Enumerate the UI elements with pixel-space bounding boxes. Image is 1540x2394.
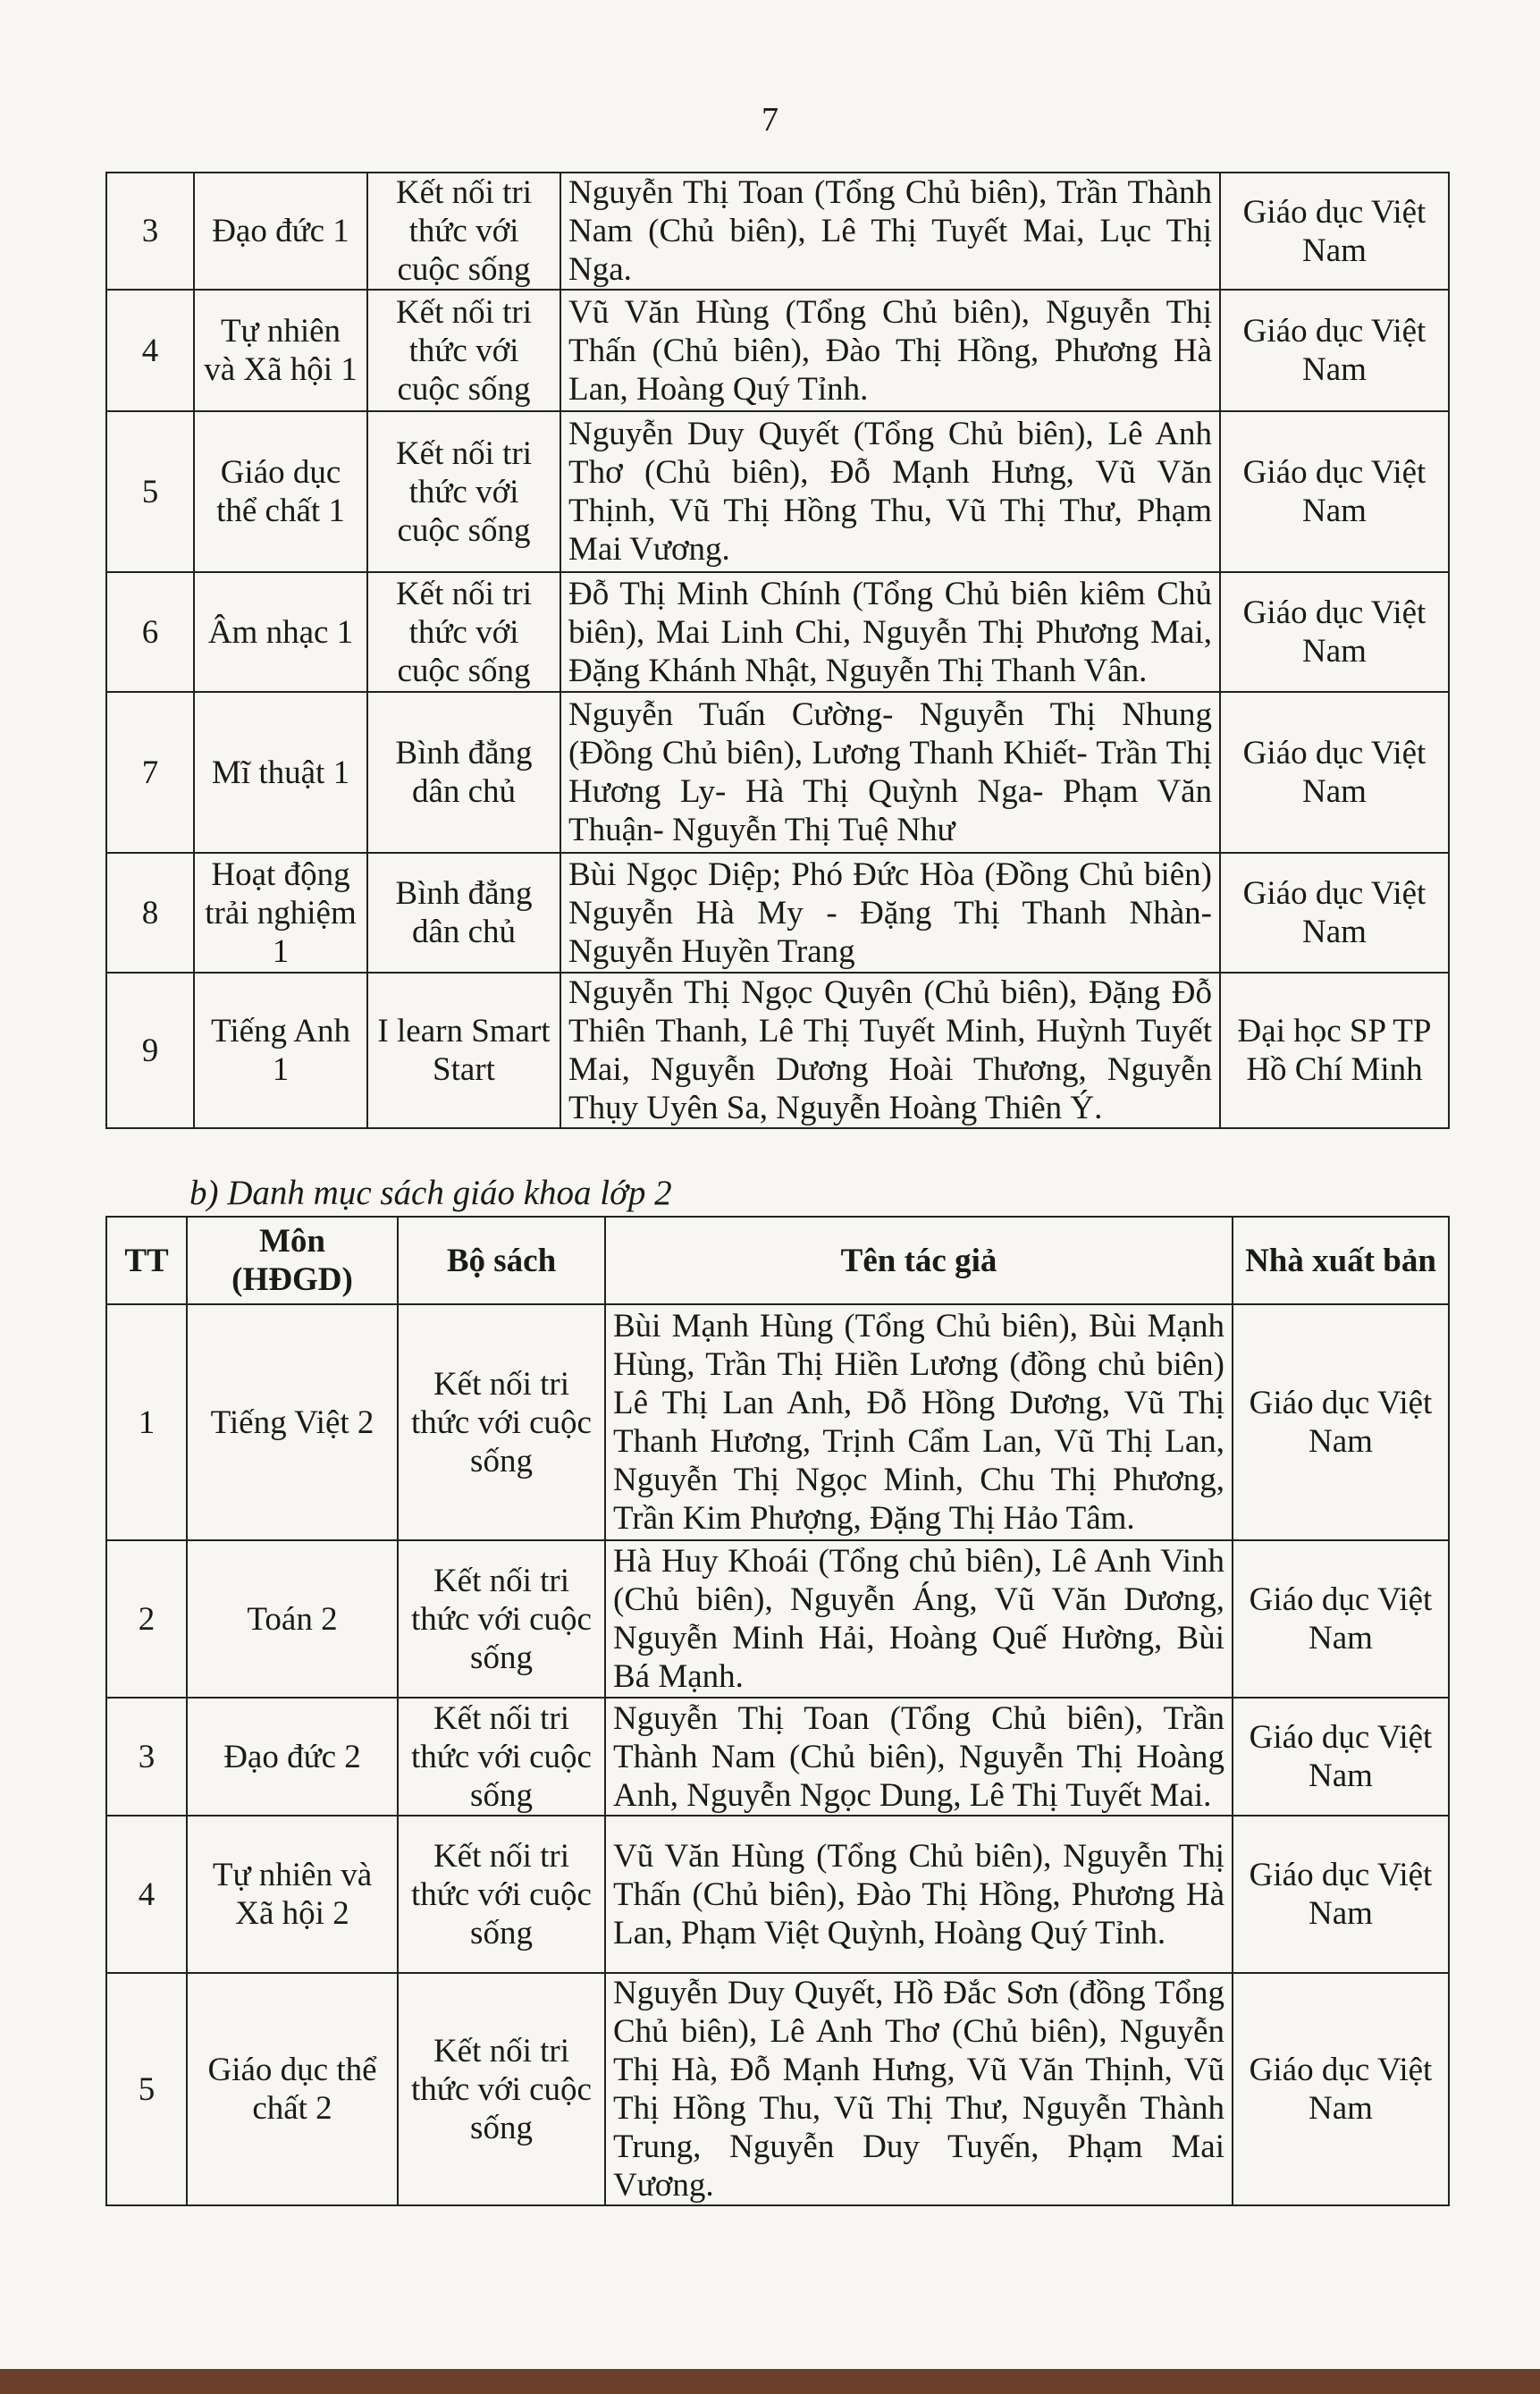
book-series-cell: Kết nối tri thức với cuộc sống: [398, 1698, 605, 1816]
book-series-cell: Kết nối tri thức với cuộc sống: [398, 1304, 605, 1540]
publisher-cell: Giáo dục Việt Nam: [1233, 1973, 1449, 2205]
authors-cell: Bùi Ngọc Diệp; Phó Đức Hòa (Đồng Chủ biên) Nguyễn Hà My - Đặng Thị Thanh Nhàn- Nguyễn Huyền Trang: [560, 853, 1220, 973]
row-number: 3: [106, 1698, 187, 1816]
section-heading-grade-2: b) Danh mục sách giáo khoa lớp 2: [189, 1174, 672, 1212]
subject-cell: Giáo dục thể chất 1: [194, 411, 367, 572]
publisher-cell: Giáo dục Việt Nam: [1220, 173, 1449, 290]
textbook-table-grade-2: [105, 1216, 1450, 2206]
table-row: [106, 1816, 1449, 1973]
subject-cell: Toán 2: [187, 1540, 398, 1698]
book-series-cell: Kết nối tri thức với cuộc sống: [398, 1540, 605, 1698]
table-row: [106, 290, 1449, 411]
table-row: [106, 692, 1449, 853]
authors-cell: Nguyễn Duy Quyết, Hồ Đắc Sơn (đồng Tổng Chủ biên), Lê Anh Thơ (Chủ biên), Nguyễn Thị Hà, Đỗ Mạnh Hưng, Vũ Văn Thịnh, Vũ Thị Hồng Thu, Vũ Thị Thư, Nguyễn Thành Trung, Nguyễn Duy Tuyến, Phạm Mai Vương.: [605, 1973, 1233, 2205]
publisher-cell: Giáo dục Việt Nam: [1220, 692, 1449, 853]
book-series-cell: I learn Smart Start: [367, 973, 560, 1128]
table-row: [106, 572, 1449, 692]
subject-cell: Đạo đức 2: [187, 1698, 398, 1816]
header-subject: Môn (HĐGD): [187, 1217, 398, 1304]
authors-cell: Hà Huy Khoái (Tổng chủ biên), Lê Anh Vinh (Chủ biên), Nguyễn Áng, Vũ Văn Dương, Nguyễn Minh Hải, Hoàng Quế Hường, Bùi Bá Mạnh.: [605, 1540, 1233, 1698]
subject-cell: Âm nhạc 1: [194, 572, 367, 692]
table-row: [106, 1698, 1449, 1816]
row-number: 3: [106, 173, 194, 290]
book-series-cell: Kết nối tri thức với cuộc sống: [367, 572, 560, 692]
header-tt: TT: [106, 1217, 187, 1304]
table-header-row: [106, 1217, 1449, 1304]
subject-cell: Tiếng Việt 2: [187, 1304, 398, 1540]
header-authors: Tên tác giả: [605, 1217, 1233, 1304]
publisher-cell: Giáo dục Việt Nam: [1220, 853, 1449, 973]
publisher-cell: Giáo dục Việt Nam: [1220, 290, 1449, 411]
row-number: 7: [106, 692, 194, 853]
book-series-cell: Kết nối tri thức với cuộc sống: [367, 411, 560, 572]
book-series-cell: Kết nối tri thức với cuộc sống: [367, 173, 560, 290]
page-bottom-edge: [0, 2369, 1540, 2394]
row-number: 4: [106, 290, 194, 411]
book-series-cell: Kết nối tri thức với cuộc sống: [367, 290, 560, 411]
authors-cell: Bùi Mạnh Hùng (Tổng Chủ biên), Bùi Mạnh Hùng, Trần Thị Hiền Lương (đồng chủ biên) Lê Thị Lan Anh, Đỗ Hồng Dương, Vũ Thị Thanh Hương, Trịnh Cẩm Lan, Vũ Thị Lan, Nguyễn Thị Ngọc Minh, Chu Thị Phương, Trần Kim Phượng, Đặng Thị Hảo Tâm.: [605, 1304, 1233, 1540]
publisher-cell: Giáo dục Việt Nam: [1233, 1816, 1449, 1973]
page-number: 7: [762, 101, 778, 139]
publisher-cell: Giáo dục Việt Nam: [1233, 1540, 1449, 1698]
publisher-cell: Giáo dục Việt Nam: [1233, 1698, 1449, 1816]
subject-cell: Mĩ thuật 1: [194, 692, 367, 853]
subject-cell: Tiếng Anh 1: [194, 973, 367, 1128]
publisher-cell: Giáo dục Việt Nam: [1220, 572, 1449, 692]
table-row: [106, 1304, 1449, 1540]
authors-cell: Nguyễn Tuấn Cường- Nguyễn Thị Nhung (Đồng Chủ biên), Lương Thanh Khiết- Trần Thị Hương Ly- Hà Thị Quỳnh Nga- Phạm Văn Thuận- Nguyễn Thị Tuệ Như: [560, 692, 1220, 853]
header-series: Bộ sách: [398, 1217, 605, 1304]
publisher-cell: Giáo dục Việt Nam: [1220, 411, 1449, 572]
book-series-cell: Bình đẳng dân chủ: [367, 853, 560, 973]
publisher-cell: Đại học SP TP Hồ Chí Minh: [1220, 973, 1449, 1128]
row-number: 6: [106, 572, 194, 692]
table-row: [106, 1540, 1449, 1698]
authors-cell: Nguyễn Duy Quyết (Tổng Chủ biên), Lê Anh Thơ (Chủ biên), Đỗ Mạnh Hưng, Vũ Văn Thịnh, Vũ Thị Hồng Thu, Vũ Thị Thư, Phạm Mai Vương.: [560, 411, 1220, 572]
book-series-cell: Bình đẳng dân chủ: [367, 692, 560, 853]
subject-cell: Hoạt động trải nghiệm 1: [194, 853, 367, 973]
row-number: 8: [106, 853, 194, 973]
authors-cell: Nguyễn Thị Toan (Tổng Chủ biên), Trần Thành Nam (Chủ biên), Nguyễn Thị Hoàng Anh, Nguyễn Ngọc Dung, Lê Thị Tuyết Mai.: [605, 1698, 1233, 1816]
row-number: 9: [106, 973, 194, 1128]
table-row: [106, 1973, 1449, 2205]
subject-cell: Giáo dục thể chất 2: [187, 1973, 398, 2205]
subject-cell: Tự nhiên và Xã hội 1: [194, 290, 367, 411]
row-number: 5: [106, 411, 194, 572]
header-publisher: Nhà xuất bản: [1233, 1217, 1449, 1304]
authors-cell: Đỗ Thị Minh Chính (Tổng Chủ biên kiêm Chủ biên), Mai Linh Chi, Nguyễn Thị Phương Mai, Đặng Khánh Nhật, Nguyễn Thị Thanh Vân.: [560, 572, 1220, 692]
publisher-cell: Giáo dục Việt Nam: [1233, 1304, 1449, 1540]
authors-cell: Vũ Văn Hùng (Tổng Chủ biên), Nguyễn Thị Thấn (Chủ biên), Đào Thị Hồng, Phương Hà Lan, Hoàng Quý Tỉnh.: [560, 290, 1220, 411]
book-series-cell: Kết nối tri thức với cuộc sống: [398, 1816, 605, 1973]
authors-cell: Nguyễn Thị Toan (Tổng Chủ biên), Trần Thành Nam (Chủ biên), Lê Thị Tuyết Mai, Lục Thị Nga.: [560, 173, 1220, 290]
textbook-table-grade-1: [105, 172, 1450, 1129]
table-row: [106, 411, 1449, 572]
book-series-cell: Kết nối tri thức với cuộc sống: [398, 1973, 605, 2205]
authors-cell: Vũ Văn Hùng (Tổng Chủ biên), Nguyễn Thị Thấn (Chủ biên), Đào Thị Hồng, Phương Hà Lan, Phạm Việt Quỳnh, Hoàng Quý Tỉnh.: [605, 1816, 1233, 1973]
row-number: 4: [106, 1816, 187, 1973]
authors-cell: Nguyễn Thị Ngọc Quyên (Chủ biên), Đặng Đỗ Thiên Thanh, Lê Thị Tuyết Minh, Huỳnh Tuyết Mai, Nguyễn Dương Hoài Thương, Nguyễn Thụy Uyên Sa, Nguyễn Hoàng Thiên Ý.: [560, 973, 1220, 1128]
subject-cell: Đạo đức 1: [194, 173, 367, 290]
row-number: 1: [106, 1304, 187, 1540]
subject-cell: Tự nhiên và Xã hội 2: [187, 1816, 398, 1973]
table-row: [106, 173, 1449, 290]
table-row: [106, 973, 1449, 1128]
row-number: 2: [106, 1540, 187, 1698]
table-row: [106, 853, 1449, 973]
row-number: 5: [106, 1973, 187, 2205]
